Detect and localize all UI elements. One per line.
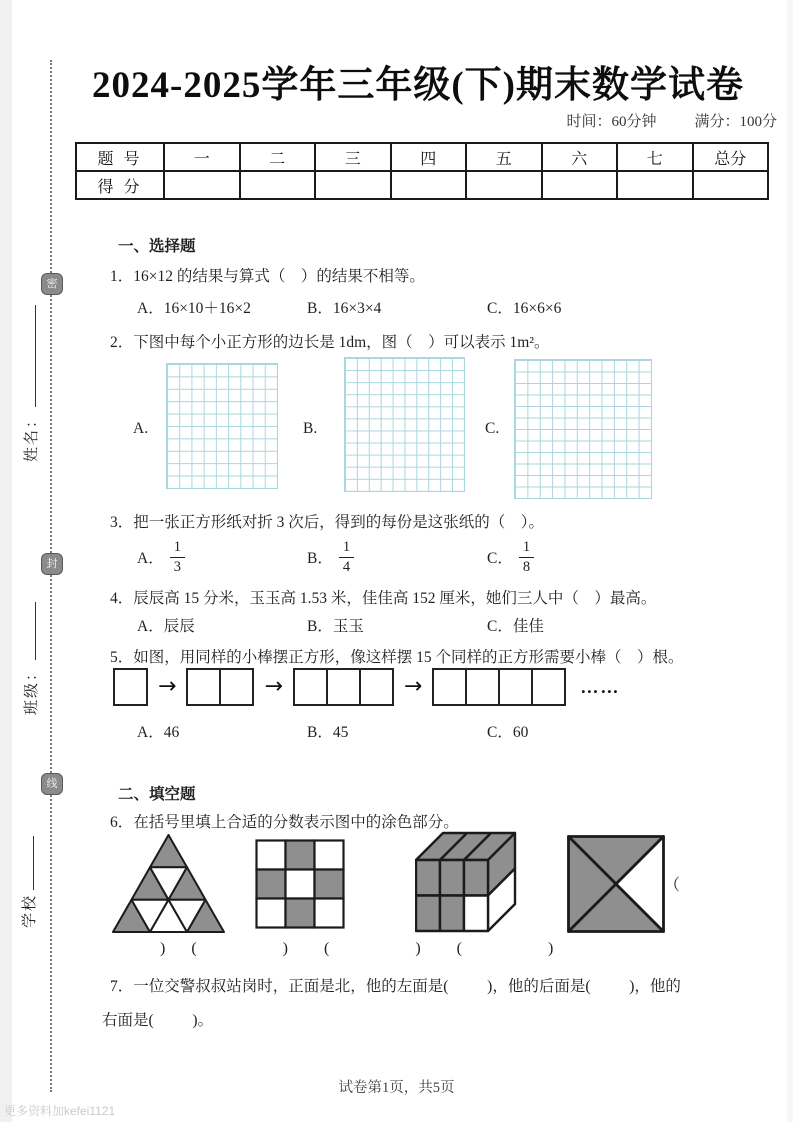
- class-blank-line[interactable]: [22, 602, 36, 660]
- q4-option-b[interactable]: B．玉玉: [307, 618, 364, 635]
- col-7: 七: [617, 143, 693, 171]
- seal-stamp-mi: 密: [41, 273, 63, 295]
- q1-option-a[interactable]: A．16×10＋16×2: [137, 300, 251, 317]
- score-cell[interactable]: [693, 171, 769, 199]
- q5-figure: [113, 668, 620, 706]
- q7-text-line1: 7．一位交警叔叔站岗时，正面是北，他的左面是( )，他的后面是( )，他的: [110, 978, 681, 995]
- stick-square: [359, 668, 394, 706]
- q3-option-a[interactable]: [137, 534, 185, 580]
- dm-grid-b: [344, 357, 465, 492]
- fraction-one-eighth: $\frac{1}{8}$: [519, 540, 534, 574]
- stick-square: [219, 668, 254, 706]
- q6-answer-parens[interactable]: ) ( ) ( ) ( ): [160, 940, 560, 957]
- cube-blocks-figure: [415, 831, 517, 934]
- q5-text: 5．如图，用同样的小棒摆正方形，像这样摆 15 个同样的正方形需要小棒（ ）根。: [110, 649, 684, 666]
- score-cell[interactable]: [315, 171, 391, 199]
- squares-group-4: [432, 668, 566, 706]
- stick-square: [186, 668, 221, 706]
- seal-fold-line: [50, 60, 52, 1092]
- col-2: 二: [240, 143, 316, 171]
- three-by-three-square-figure: [255, 839, 345, 929]
- name-blank-line[interactable]: [22, 305, 36, 407]
- q5-option-c[interactable]: C．60: [487, 724, 529, 741]
- squares-group-1: [113, 668, 148, 706]
- stick-square: [498, 668, 533, 706]
- ellipsis-dots: ……: [580, 676, 621, 697]
- score-cell[interactable]: [466, 171, 542, 199]
- time-info: 时间：60分钟: [566, 114, 657, 130]
- watermark-text: 更多资料加kefei1121: [4, 1104, 116, 1118]
- q5-option-a[interactable]: A．46: [137, 724, 180, 741]
- q3-option-b-label: B．: [307, 550, 333, 567]
- q2-grid-label-a[interactable]: A.: [133, 420, 149, 437]
- stick-square: [432, 668, 467, 706]
- q3-text: 3．把一张正方形纸对折 3 次后，得到的每份是这张纸的（ ）。: [110, 514, 545, 531]
- dm-grid-c: [514, 359, 652, 499]
- q3-option-c[interactable]: [487, 534, 534, 580]
- stick-square: [531, 668, 566, 706]
- score-label: 得 分: [76, 171, 164, 199]
- q2-text: 2．下图中每个小正方形的边长是 1dm，图（ ）可以表示 1m²。: [110, 334, 550, 351]
- name-label: 姓名：: [24, 410, 40, 462]
- section-fill-heading: 二、填空题: [118, 786, 196, 803]
- student-name-field: [20, 305, 41, 462]
- seal-stamp-xian: 线: [41, 773, 63, 795]
- q5-square-groups: [113, 668, 566, 706]
- col-3: 三: [315, 143, 391, 171]
- student-school-field: [18, 836, 39, 928]
- section-choice-heading: 一、选择题: [118, 238, 196, 255]
- score-row: [76, 171, 768, 199]
- arrow-right-icon: →: [158, 674, 177, 699]
- seal-stamp-feng: 封: [41, 553, 63, 575]
- q1-option-b[interactable]: B．16×3×4: [307, 300, 382, 317]
- stick-square: [326, 668, 361, 706]
- q3-option-c-label: C．: [487, 550, 513, 567]
- full-score-info: 满分：100分: [694, 114, 777, 130]
- question-number-row: [76, 143, 768, 171]
- col-4: 四: [391, 143, 467, 171]
- fraction-one-fourth: $\frac{1}{4}$: [339, 540, 354, 574]
- stick-square: [293, 668, 328, 706]
- q4-option-a[interactable]: A．辰辰: [137, 618, 195, 635]
- exam-title: 2024-2025学年三年级(下)期末数学试卷: [92, 65, 744, 106]
- col-1: 一: [164, 143, 240, 171]
- q7-text-line2: 右面是( )。: [102, 1012, 214, 1029]
- dm-grid-a: [166, 363, 278, 489]
- triangle-ninths-figure: [112, 834, 226, 934]
- q1-option-c[interactable]: C．16×6×6: [487, 300, 562, 317]
- score-cell[interactable]: [240, 171, 316, 199]
- class-label: 班级：: [24, 663, 40, 715]
- fraction-one-third: $\frac{1}{3}$: [170, 540, 185, 574]
- q5-option-b[interactable]: B．45: [307, 724, 349, 741]
- q3-option-a-label: A．: [137, 550, 164, 567]
- q6-text: 6．在括号里填上合适的分数表示图中的涂色部分。: [110, 814, 459, 831]
- arrow-right-icon: →: [403, 674, 423, 699]
- q2-grid-label-b[interactable]: B.: [303, 420, 318, 437]
- col-5: 五: [466, 143, 542, 171]
- arrow-right-icon: →: [264, 674, 283, 699]
- q4-text: 4．辰辰高 15 分米，玉玉高 1.53 米，佳佳高 152 厘米，她们三人中（ ）最高。: [110, 590, 657, 607]
- q4-option-c[interactable]: C．佳佳: [487, 618, 544, 635]
- student-class-field: [20, 602, 41, 715]
- page-footer: 试卷第1页，共5页: [338, 1080, 455, 1096]
- scan-edge-right: [787, 0, 793, 1122]
- score-cell[interactable]: [617, 171, 693, 199]
- square-diagonals-figure: [567, 835, 665, 933]
- q1-text: 1．16×12 的结果与算式（ ）的结果不相等。: [110, 268, 425, 285]
- school-blank-line[interactable]: [20, 836, 34, 890]
- col-6: 六: [542, 143, 618, 171]
- q3-option-b[interactable]: [307, 534, 354, 580]
- q6-side-paren[interactable]: （: [664, 877, 681, 894]
- q2-grid-label-c[interactable]: C.: [485, 420, 500, 437]
- school-label: 学校: [22, 893, 38, 928]
- score-table: [75, 142, 769, 200]
- scan-edge-left: [0, 0, 12, 1122]
- score-cell[interactable]: [164, 171, 240, 199]
- score-cell[interactable]: [542, 171, 618, 199]
- squares-group-3: [293, 668, 394, 706]
- col-total: 总分: [693, 143, 769, 171]
- stick-square: [465, 668, 500, 706]
- question-number-label: 题 号: [76, 143, 164, 171]
- score-cell[interactable]: [391, 171, 467, 199]
- squares-group-2: [186, 668, 254, 706]
- exam-meta: [60, 110, 777, 131]
- stick-square: [113, 668, 148, 706]
